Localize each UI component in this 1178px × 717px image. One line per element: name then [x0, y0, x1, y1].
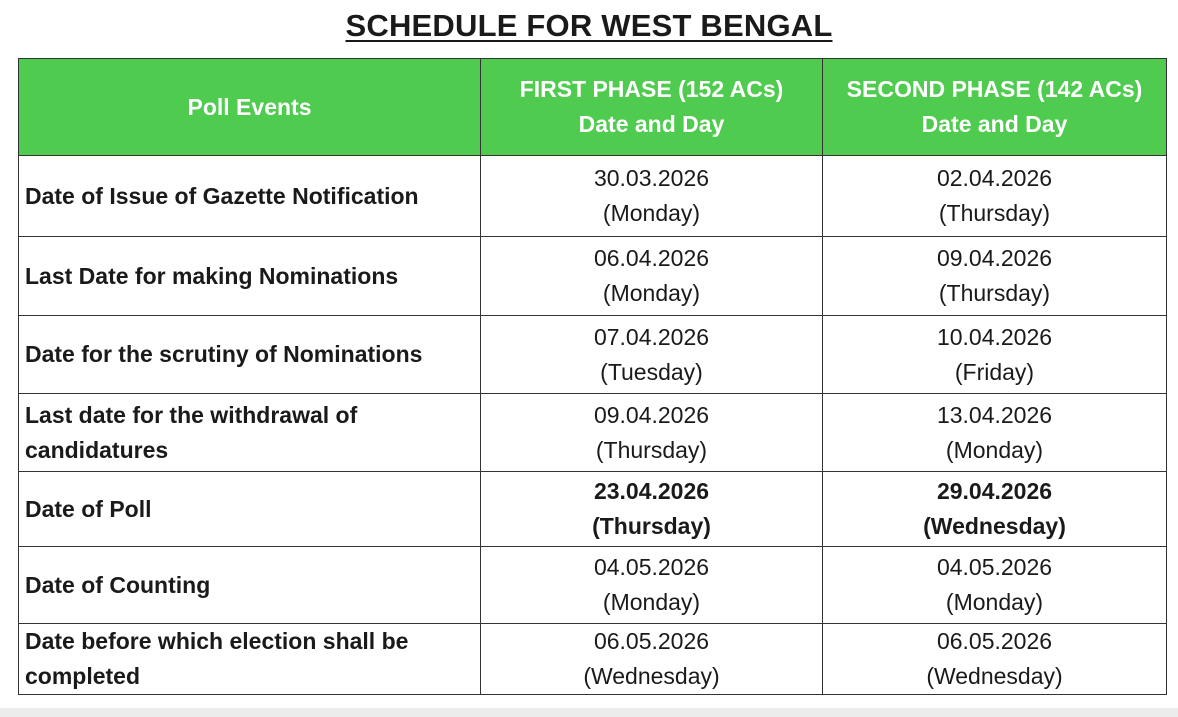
first-phase-date: 23.04.2026 — [593, 478, 710, 504]
first-phase-day: (Monday) — [602, 280, 701, 306]
second-phase-cell — [823, 394, 1167, 472]
table-row — [19, 547, 1167, 624]
first-phase-day: (Thursday) — [592, 513, 711, 539]
header-second-phase — [823, 59, 1167, 156]
second-phase-date: 29.04.2026 — [936, 478, 1053, 504]
first-phase-cell — [481, 472, 823, 547]
second-phase-day: (Monday) — [945, 589, 1044, 615]
first-phase-cell — [481, 156, 823, 237]
table-row — [19, 472, 1167, 547]
first-phase-cell — [481, 316, 823, 394]
first-phase-day: (Monday) — [602, 589, 701, 615]
second-phase-cell — [823, 156, 1167, 237]
first-phase-cell — [481, 624, 823, 695]
first-phase-day: (Tuesday) — [600, 358, 703, 385]
first-phase-cell — [481, 547, 823, 624]
page-title: SCHEDULE FOR WEST BENGAL — [345, 8, 833, 43]
poll-event-cell: Date of Counting — [19, 547, 481, 624]
header-second-phase-title: SECOND PHASE (142 ACs) — [846, 76, 1143, 102]
second-phase-day: (Wednesday) — [926, 663, 1063, 689]
first-phase-date: 04.05.2026 — [593, 554, 710, 580]
second-phase-date: 06.05.2026 — [936, 628, 1053, 654]
poll-event-cell: Date for the scrutiny of Nominations — [19, 316, 481, 394]
poll-event-cell: Last date for the withdrawal of candidatures — [19, 394, 481, 472]
second-phase-date: 10.04.2026 — [936, 323, 1053, 350]
second-phase-cell — [823, 547, 1167, 624]
header-poll-events — [19, 59, 481, 156]
second-phase-cell — [823, 472, 1167, 547]
poll-event-cell: Date of Issue of Gazette Notification — [19, 156, 481, 237]
first-phase-date: 07.04.2026 — [593, 323, 710, 350]
second-phase-day: (Monday) — [945, 436, 1044, 463]
first-phase-day: (Monday) — [602, 200, 701, 226]
table-row — [19, 624, 1167, 695]
first-phase-day: (Wednesday) — [583, 663, 720, 689]
second-phase-day: (Thursday) — [938, 200, 1051, 226]
first-phase-date: 06.05.2026 — [593, 628, 710, 654]
second-phase-cell — [823, 237, 1167, 316]
second-phase-day: (Friday) — [954, 358, 1035, 385]
header-poll-events-label: Poll Events — [187, 93, 312, 120]
table-header-row — [19, 59, 1167, 156]
header-first-phase-title: FIRST PHASE (152 ACs) — [519, 76, 784, 102]
table-row — [19, 394, 1167, 472]
second-phase-date: 09.04.2026 — [936, 245, 1053, 271]
schedule-table — [18, 58, 1167, 695]
table-row — [19, 237, 1167, 316]
first-phase-date: 30.03.2026 — [593, 165, 710, 191]
second-phase-cell — [823, 624, 1167, 695]
first-phase-date: 09.04.2026 — [593, 401, 710, 428]
bottom-divider — [0, 708, 1178, 717]
header-second-phase-subtitle: Date and Day — [921, 111, 1068, 137]
second-phase-day: (Thursday) — [938, 280, 1051, 306]
header-first-phase — [481, 59, 823, 156]
second-phase-day: (Wednesday) — [923, 513, 1066, 539]
poll-event-cell: Date of Poll — [19, 472, 481, 547]
poll-event-cell: Last Date for making Nominations — [19, 237, 481, 316]
second-phase-date: 04.05.2026 — [936, 554, 1053, 580]
first-phase-cell — [481, 394, 823, 472]
header-first-phase-subtitle: Date and Day — [578, 111, 725, 137]
second-phase-date: 02.04.2026 — [936, 165, 1053, 191]
first-phase-date: 06.04.2026 — [593, 245, 710, 271]
table-row — [19, 156, 1167, 237]
first-phase-day: (Thursday) — [595, 436, 708, 463]
table-row — [19, 316, 1167, 394]
poll-event-cell: Date before which election shall be completed — [19, 624, 481, 695]
second-phase-date: 13.04.2026 — [936, 401, 1053, 428]
second-phase-cell — [823, 316, 1167, 394]
first-phase-cell — [481, 237, 823, 316]
